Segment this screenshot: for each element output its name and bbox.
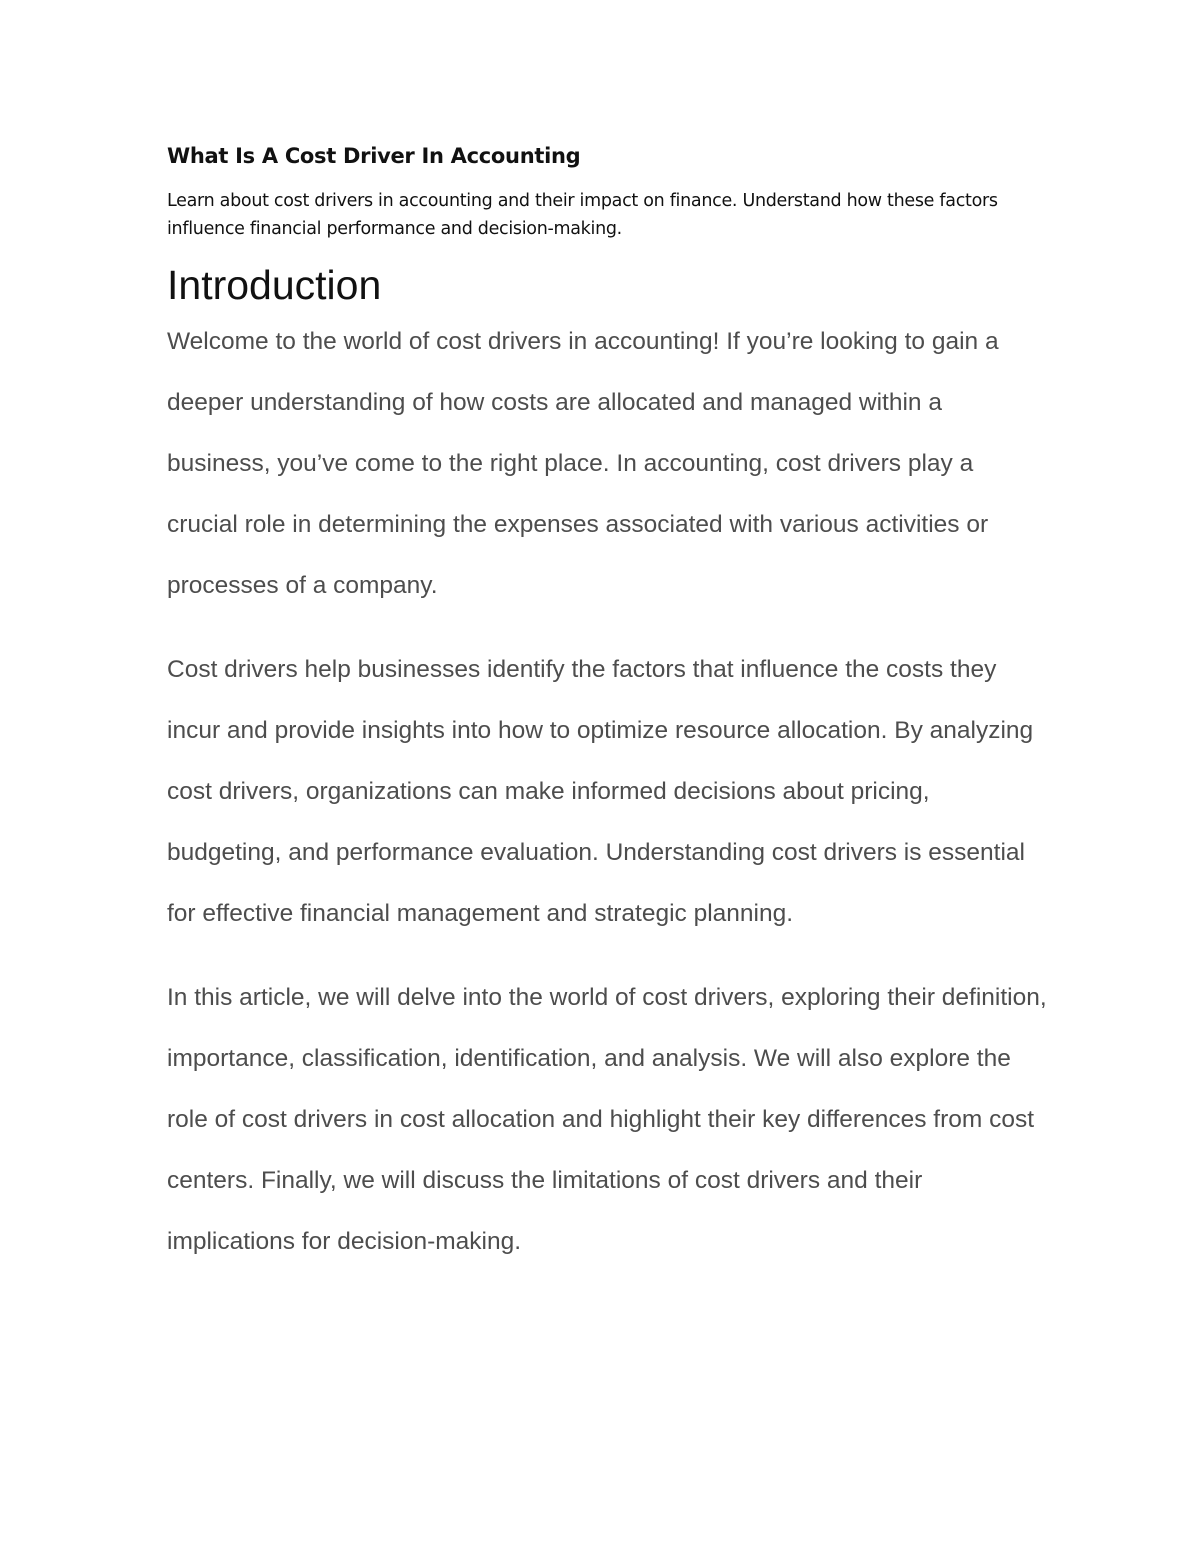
document-summary: Learn about cost drivers in accounting and their impact on finance. Understand how these factors influence financial performance and decision-making. xyxy=(167,191,998,239)
document-content xyxy=(167,140,1047,1272)
document-title: What Is A Cost Driver In Accounting xyxy=(167,144,581,168)
section-heading-introduction: Introduction xyxy=(167,262,382,308)
body-paragraph-1: Welcome to the world of cost drivers in accounting! If you’re looking to gain a deeper understanding of how costs are allocated and managed within a business, you’ve come to the right place. In accounting, cost drivers play a crucial role in determining the expenses associated with various activities or processes of a company. xyxy=(167,328,999,599)
body-paragraph-2: Cost drivers help businesses identify the factors that influence the costs they incur and provide insights into how to optimize resource allocation. By analyzing cost drivers, organizations can make informed decisions about pricing, budgeting, and performance evaluation. Understanding cost drivers is essential for effective financial management and strategic planning. xyxy=(167,656,1034,927)
body-paragraph-3: In this article, we will delve into the world of cost drivers, exploring their definition, importance, classification, identification, and analysis. We will also explore the role of cost drivers in cost allocation and highlight their key differences from cost centers. Finally, we will discuss the limitations of cost drivers and their implications for decision-making. xyxy=(167,984,1047,1255)
